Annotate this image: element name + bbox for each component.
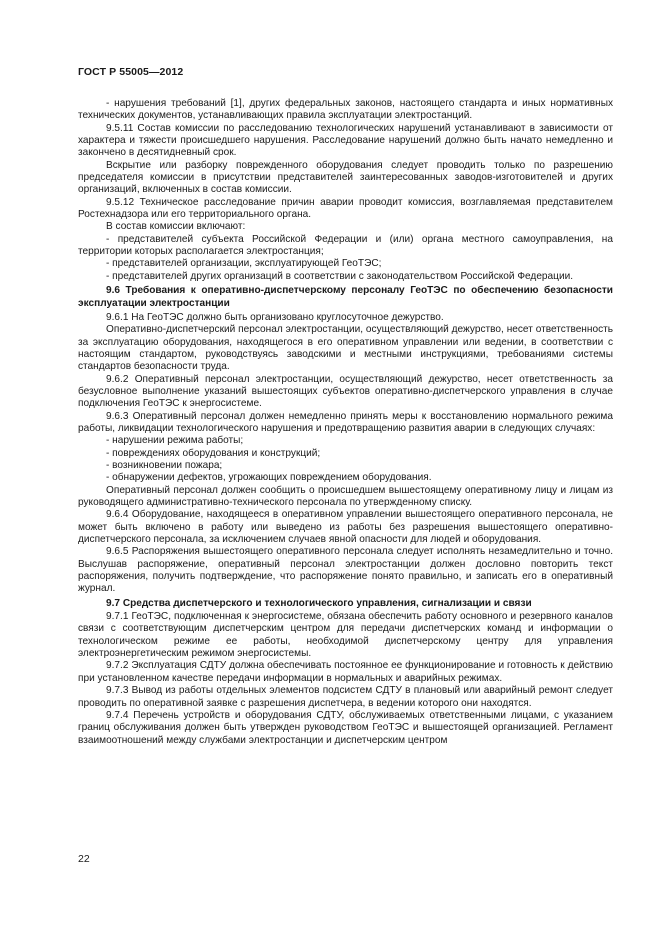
- section-heading-9-7: 9.7 Средства диспетчерского и технологического управления, сигнализации и связи: [106, 597, 532, 609]
- list-item: - обнаружении дефектов, угрожающих повреждением оборудования.: [106, 472, 432, 484]
- paragraph: 9.6.4 Оборудование, находящееся в оперативном управлении вышестоящего оперативного персонала, не может быть включено в работу или выведено из работы без разрешения вышестоящего оперативно-диспетчерского персонала, за исключением случаев явной опасности для людей и оборудования.: [78, 509, 613, 546]
- paragraph: Оперативно-диспетчерский персонал электростанции, осуществляющий дежурство, несет ответственность за эксплуатацию оборудования, находящегося в его оперативном управлении или ведении, в соответствии с настоящим стандартом, руководствуясь заводскими и местными инструкциями, требованиями системы стандартов безопасности труда.: [78, 324, 613, 373]
- paragraph: - представителей других организаций в соответствии с законодательством Российской Федерации.: [106, 270, 574, 282]
- list-item: - нарушении режима работы;: [106, 435, 244, 447]
- paragraph: 9.5.11 Состав комиссии по расследованию технологических нарушений устанавливают в зависимости от характера и тяжести происшедшего нарушения. Расследование нарушений должно быть начато немедленно и закончено в десятидневный срок.: [78, 122, 613, 159]
- paragraph: - представителей организации, эксплуатирующей ГеоТЭС;: [106, 258, 382, 270]
- document-header: ГОСТ Р 55005—2012: [78, 66, 184, 78]
- paragraph: - представителей субъекта Российской Федерации и (или) органа местного самоуправления, на территории которых располагается электростанция;: [78, 233, 613, 258]
- paragraph: 9.7.1 ГеоТЭС, подключенная к энергосистеме, обязана обеспечить работу основного и резервного каналов связи с соответствующим диспетчерским центром для передачи диспетчерских команд и информации о технологическом режиме ее работы, необходимой диспетчерскому центру для управления электроэнергетическим режимом энергосистемы.: [78, 611, 613, 660]
- paragraph: 9.6.3 Оперативный персонал должен немедленно принять меры к восстановлению нормального режима работы, ликвидации технологического нарушения и предотвращению развития аварии в следующих случаях:: [78, 410, 613, 434]
- paragraph: Вскрытие или разборку поврежденного оборудования следует проводить только по разрешению председателя комиссии в присутствии представителей заинтересованных заводов-изготовителей и других организаций, включенных в состав комиссии.: [78, 159, 613, 196]
- paragraph: 9.6.5 Распоряжения вышестоящего оперативного персонала следует исполнять незамедлительно и точно. Выслушав распоряжение, оперативный персонал электростанции должен дословно повторить текст распоряжения, получить подтверждение, что распоряжение понято правильно, и записать его в оперативный журнал.: [78, 546, 613, 595]
- list-item: - возникновении пожара;: [106, 459, 223, 471]
- paragraph: 9.7.2 Эксплуатация СДТУ должна обеспечивать постоянное ее функционирование и готовность к действию при установленном качестве передачи информации в нормальных и аварийных режимах.: [78, 660, 613, 684]
- paragraph: 9.5.12 Техническое расследование причин аварии проводит комиссия, возглавляемая представителем Ростехнадзора или его территориального органа.: [78, 196, 613, 221]
- paragraph: - нарушения требований [1], других федеральных законов, настоящего стандарта и иных нормативных технических документов, устанавливающих правила эксплуатации электростанций.: [78, 98, 613, 122]
- paragraph: 9.7.3 Вывод из работы отдельных элементов подсистем СДТУ в плановый или аварийный ремонт следует проводить по оперативной заявке с разрешения диспетчера, в ведении которого они находятся.: [78, 685, 613, 709]
- paragraph: В состав комиссии включают:: [106, 221, 246, 233]
- page-number: 22: [78, 853, 90, 865]
- document-body: [78, 98, 613, 747]
- paragraph: 9.6.1 На ГеоТЭС должно быть организовано круглосуточное дежурство.: [106, 311, 444, 323]
- section-heading-9-6: 9.6 Требования к оперативно-диспетчерскому персоналу ГеоТЭС по обеспечению безопасности эксплуатации электростанции: [78, 285, 613, 309]
- list-item: - повреждениях оборудования и конструкций;: [106, 447, 321, 459]
- paragraph: 9.7.4 Перечень устройств и оборудования СДТУ, обслуживаемых ответственными лицами, с указанием границ обслуживания должен быть утвержден руководством ГеоТЭС и вышестоящей организацией. Регламент взаимоотношений между службами электростанции и диспетчерским центром: [78, 709, 613, 746]
- paragraph: Оперативный персонал должен сообщить о происшедшем вышестоящему оперативному лицу и лицам из руководящего административно-технического персонала по утвержденному списку.: [78, 484, 613, 508]
- paragraph: 9.6.2 Оперативный персонал электростанции, осуществляющий дежурство, несет ответственность за безусловное выполнение указаний вышестоящих субъектов оперативно-диспетчерского управления в случае подключения ГеоТЭС к энергосистеме.: [78, 373, 613, 410]
